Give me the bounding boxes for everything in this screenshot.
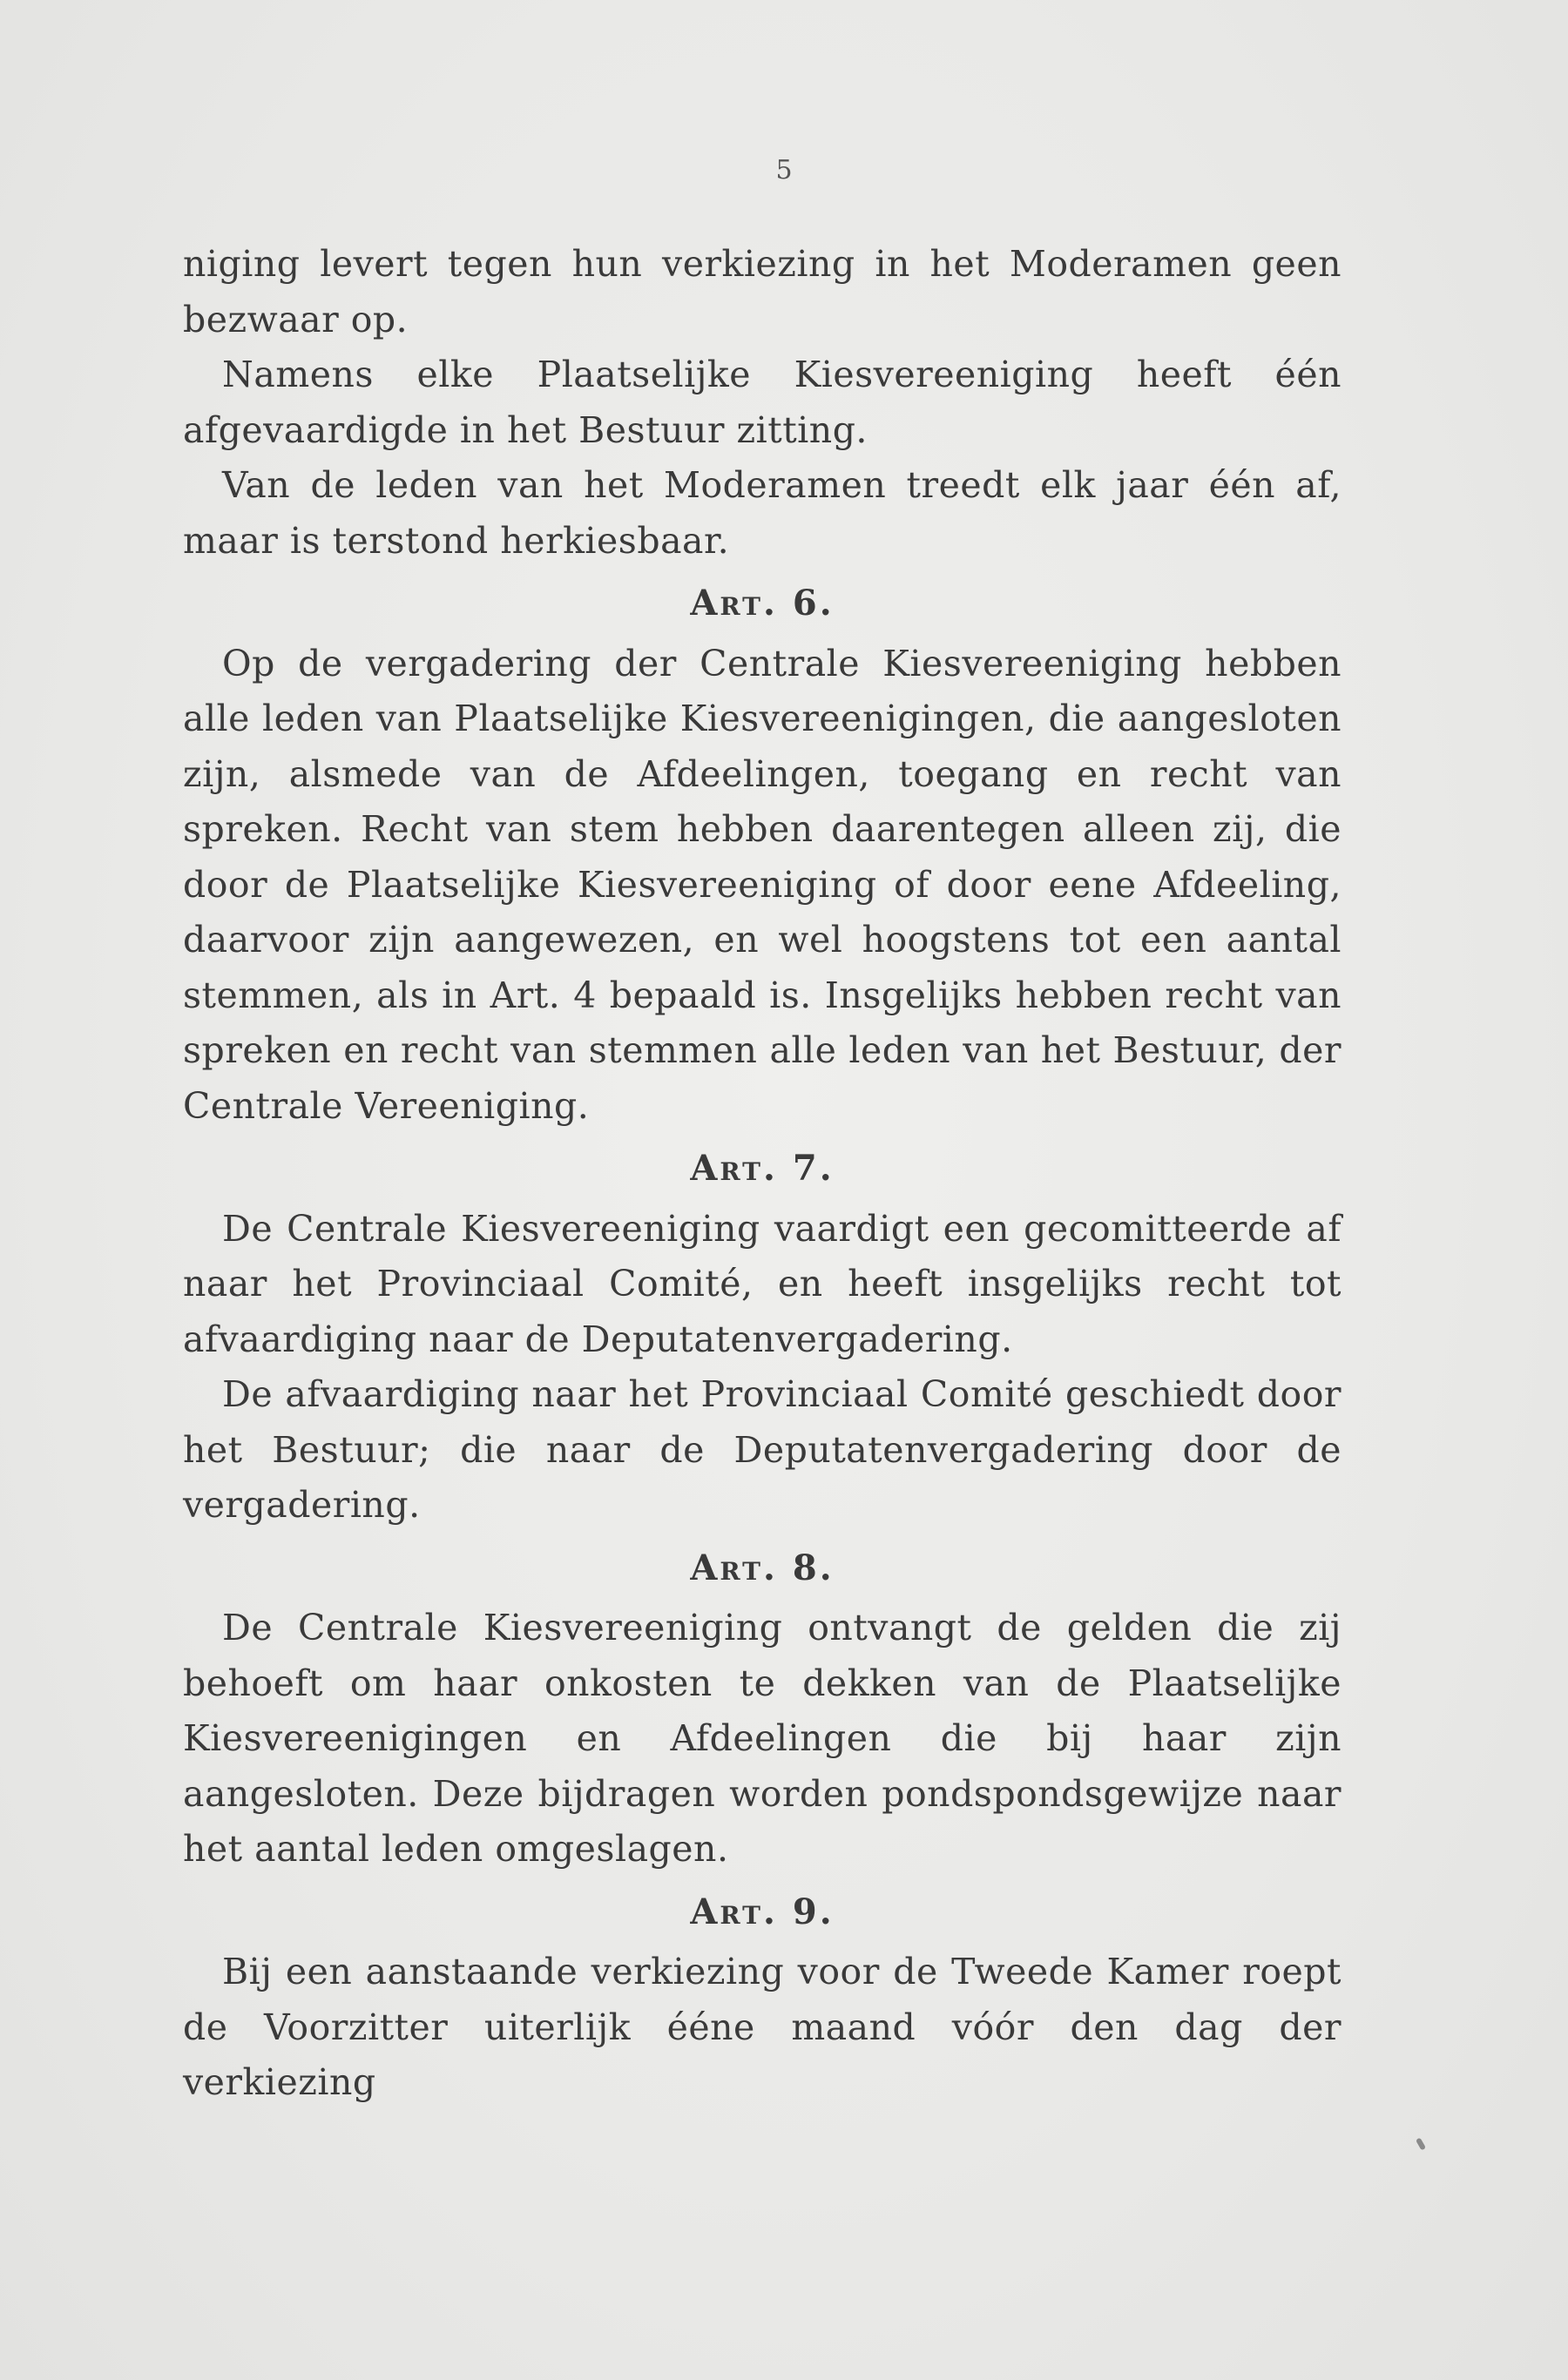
article-6-text: Op de vergadering der Centrale Kiesvereeniging hebben alle leden van Plaatselijke Kiesvereenigingen, die aangesloten zijn, alsmede van de Afdeelingen, toegang en recht van spreken. Recht van stem hebben daarentegen alleen zij, die door de Plaatselijke Kiesvereeniging of door eene Afdeeling, daarvoor zijn aangewezen, en wel hoogstens tot een aantal stemmen, als in Art. 4 bepaald is. Insgelijks hebben recht van spreken en recht van stemmen alle leden van het Bestuur, der Centrale Vereeniging.	[183, 642, 1342, 1127]
print-speck	[1416, 2137, 1426, 2150]
article-9-text: Bij een aanstaande verkiezing voor de Tweede Kamer roept de Voorzitter uiterlijk éénе maand vóór den dag der verkiezing	[183, 1951, 1342, 2103]
article-7-text: De Centrale Kiesvereeniging vaardigt een gecomitteerde af naar het Provinciaal Comité, en heeft insgelijks recht tot afvaardiging naar de Deputatenvergadering.	[183, 1207, 1342, 1360]
article-7-heading: Art. 7.	[690, 1148, 835, 1189]
article-9-heading: Art. 9.	[690, 1891, 835, 1932]
article-7-text-2: De afvaardiging naar het Provinciaal Comité geschiedt door het Bestuur; die naar de Deputatenvergadering door de vergadering.	[183, 1373, 1342, 1526]
article-8-text: De Centrale Kiesvereeniging ontvangt de gelden die zij behoeft om haar onkosten te dekken van de Plaatselijke Kiesvereenigingen en Afdeelingen die bij haar zijn aangesloten. Deze bijdragen worden pondspondsgewijze naar het aantal leden omgeslagen.	[183, 1607, 1342, 1870]
page-body	[183, 237, 1342, 2111]
paragraph-bestuur-afgevaardigde: Namens elke Plaatselijke Kiesvereeniging heeft één afgevaardigde in het Bestuur zitting.	[183, 354, 1342, 451]
page-number: 5	[775, 155, 793, 185]
article-8-heading: Art. 8.	[690, 1547, 835, 1588]
paragraph-moderamen-aftreden: Van de leden van het Moderamen treedt elk jaar één af, maar is terstond herkiesbaar.	[183, 464, 1342, 562]
article-6-heading: Art. 6.	[690, 583, 835, 624]
paragraph-continuation: niging levert tegen hun verkiezing in het Moderamen geen bezwaar op.	[183, 243, 1342, 340]
